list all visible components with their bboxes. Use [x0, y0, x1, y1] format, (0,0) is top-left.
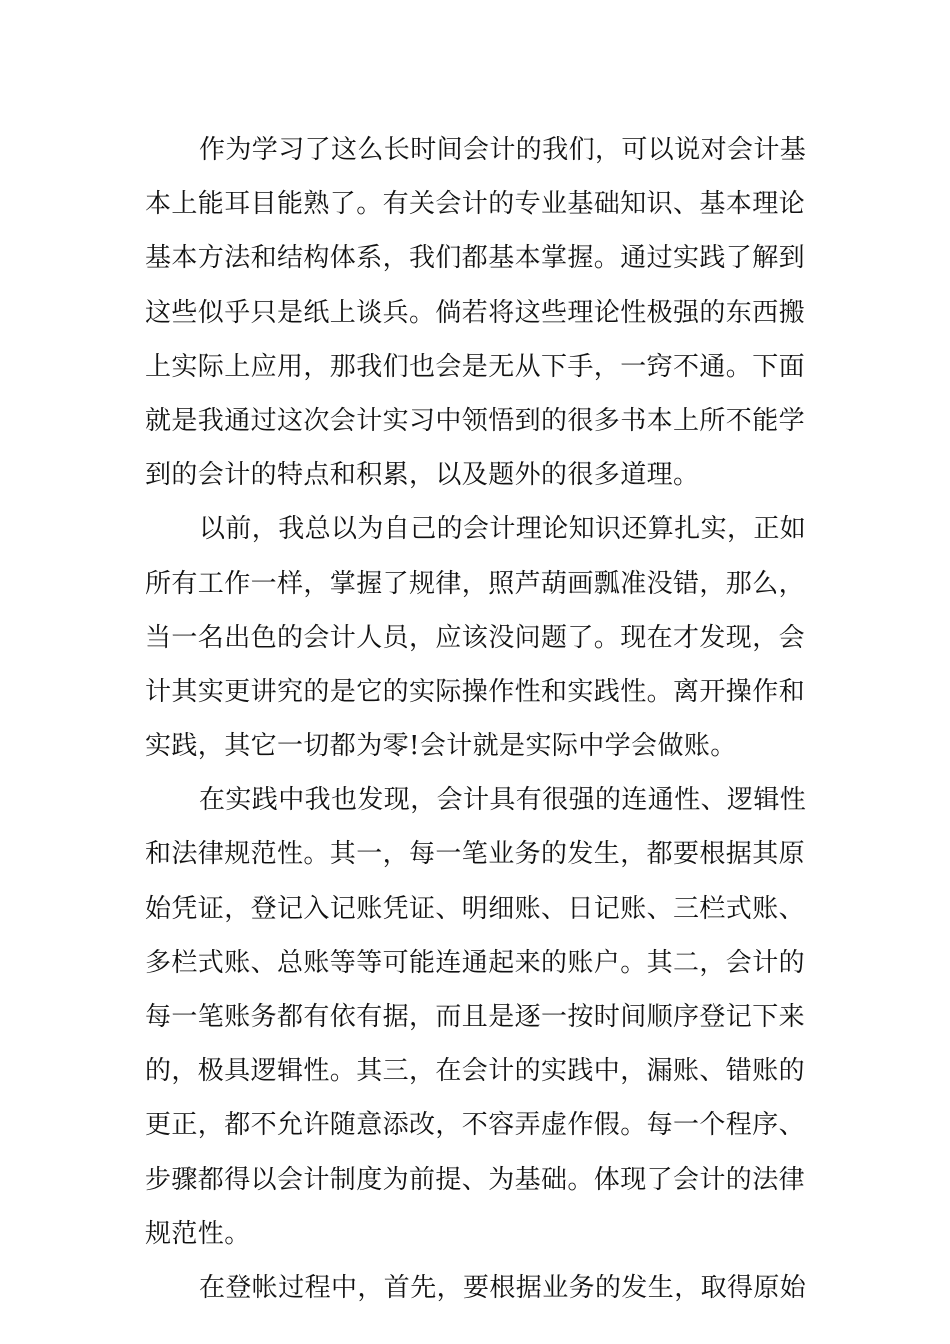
paragraph-1-line-5: 上实际上应用，那我们也会是无从下手，一窍不通。下面 [145, 351, 806, 382]
paragraph-3-line-5: 每一笔账务都有依有据，而且是逐一按时间顺序登记下来 [145, 1002, 806, 1032]
body-text [145, 123, 807, 1315]
paragraph-3-line-8: 步骤都得以会计制度为前提、为基础。体现了会计的法律 [145, 1164, 806, 1195]
paragraph-3-line-7: 更正，都不允许随意添改，不容弄虚作假。每一个程序、 [145, 1110, 806, 1141]
paragraph-4-line-1: 在登帐过程中，首先，要根据业务的发生，取得原始 [199, 1272, 807, 1303]
paragraph-1-line-2: 本上能耳目能熟了。有关会计的专业基础知识、基本理论 [145, 189, 806, 220]
paragraph-3-line-3: 始凭证，登记入记账凭证、明细账、日记账、三栏式账、 [145, 893, 806, 924]
paragraph-2-line-5: 实践，其它一切都为零!会计就是实际中学会做账。 [145, 731, 737, 762]
paragraph-3-line-2: 和法律规范性。其一，每一笔业务的发生，都要根据其原 [145, 839, 806, 870]
paragraph-1-line-7: 到的会计的特点和积累，以及题外的很多道理。 [145, 460, 700, 491]
paragraph-1-line-6: 就是我通过这次会计实习中领悟到的很多书本上所不能学 [145, 405, 806, 436]
paragraph-3-line-4: 多栏式账、总账等等可能连通起来的账户。其二，会计的 [145, 947, 806, 978]
paragraph-2-line-4: 计其实更讲究的是它的实际操作性和实践性。离开操作和 [145, 676, 806, 707]
paragraph-3-line-6: 的，极具逻辑性。其三，在会计的实践中，漏账、错账的 [145, 1056, 806, 1087]
paragraph-2-line-3: 当一名出色的会计人员，应该没问题了。现在才发现，会 [145, 622, 806, 653]
paragraph-3-line-1: 在实践中我也发现，会计具有很强的连通性、逻辑性 [199, 785, 807, 816]
paragraph-2-line-1: 以前，我总以为自己的会计理论知识还算扎实，正如 [199, 514, 807, 545]
paragraph-1-line-1: 作为学习了这么长时间会计的我们，可以说对会计基 [199, 135, 807, 165]
paragraph-2-line-2: 所有工作一样，掌握了规律，照芦葫画瓢准没错，那么， [145, 568, 806, 599]
paragraph-1-line-3: 基本方法和结构体系，我们都基本掌握。通过实践了解到 [145, 243, 806, 274]
paragraph-1-line-4: 这些似乎只是纸上谈兵。倘若将这些理论性极强的东西搬 [145, 297, 806, 328]
paragraph-3-line-9: 规范性。 [145, 1218, 251, 1249]
